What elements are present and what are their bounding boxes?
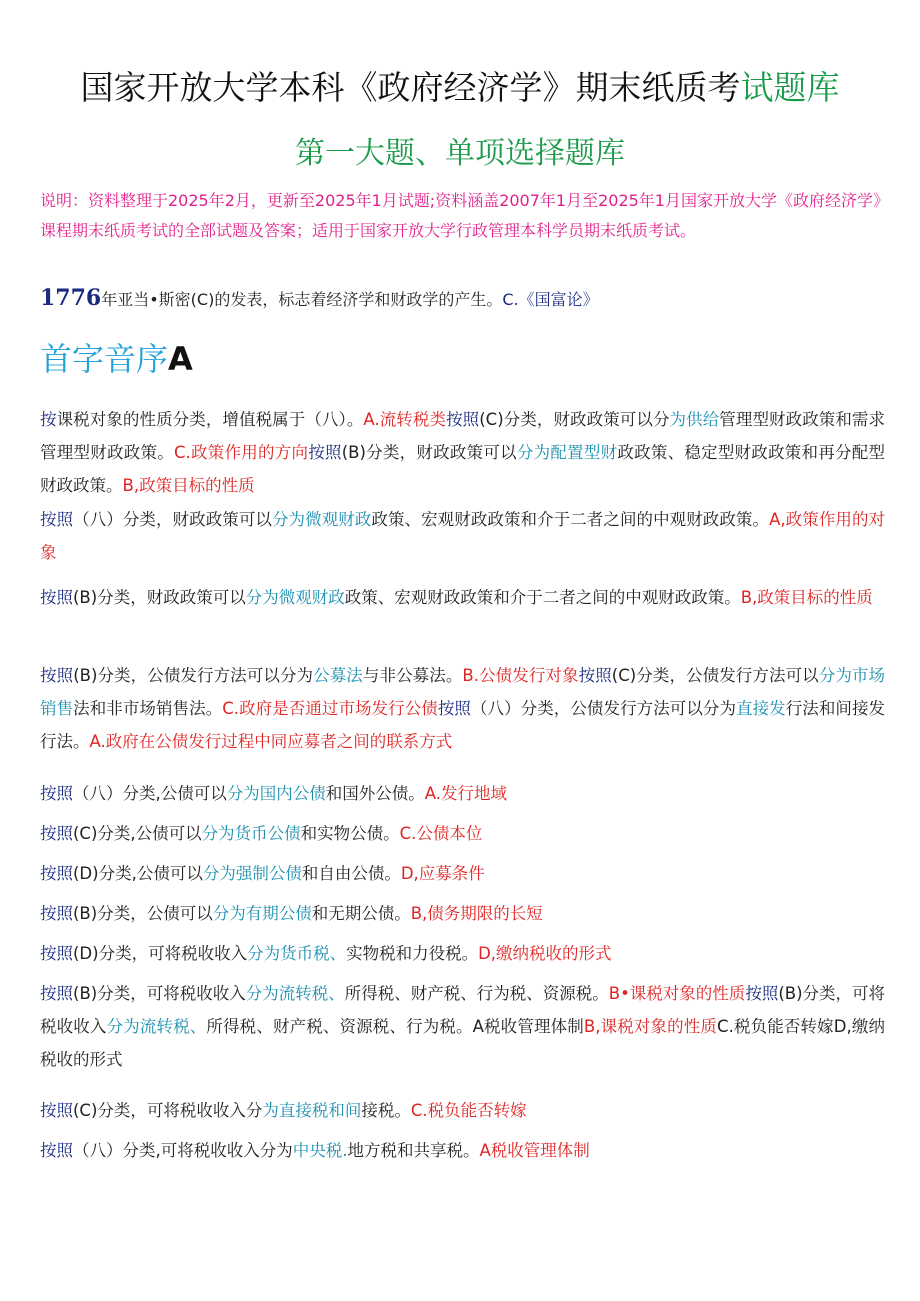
question-text-segment: 和无期公债。 [311, 904, 411, 923]
description-note: 说明：资料整理于2025年2月，更新至2025年1月试题;资料涵盖2007年1月至2025年1月国家开放大学《政府经济学》课程期末纸质考试的全部试题及答案；适用于国家开放大学行政管理本科学员期末纸质考试。 [40, 191, 881, 240]
highlight-segment: 分为配置型财 [516, 443, 618, 462]
keyword-segment: 按照 [40, 864, 73, 883]
question-text-segment: (B)分类，财政政策可以 [341, 443, 517, 462]
question-text-segment: (B)分类，财政政策可以 [73, 588, 246, 607]
answer-segment: D,缴纳税收的形式 [478, 944, 612, 963]
question-text-segment: （八）分类，财政政策可以 [73, 510, 272, 529]
answer-segment: C.税负能否转嫁 [410, 1101, 527, 1120]
question-text-segment: C.税负能否转嫁D,缴纳税收的形式 [40, 1017, 886, 1069]
question-text-segment: (C)分类，公债发行方法可以 [611, 666, 819, 685]
answer-segment: A税收管理体制 [479, 1141, 590, 1160]
answer-segment: C.政府是否通过市场发行公债 [222, 699, 438, 718]
highlight-segment: 为直接税和间 [262, 1101, 362, 1120]
highlight-segment: 为供给 [669, 410, 720, 429]
keyword-segment: 按照 [40, 588, 73, 607]
highlight-segment: 分为有期公债 [212, 904, 312, 923]
highlight-segment: 公募法 [313, 666, 363, 685]
answer-segment: C.公债本位 [399, 824, 483, 843]
title-tail: 试题库 [740, 68, 840, 107]
highlight-segment: 分为货币公债 [201, 824, 301, 843]
highlight-segment: 直接发 [736, 699, 786, 718]
keyword-segment: 按照 [40, 666, 74, 685]
intro-question [40, 283, 885, 315]
question-text-segment: 实物税和力役税。 [346, 944, 479, 963]
question-text-segment: 所得税、财产税、行为税、资源税。 [344, 984, 609, 1003]
qa-item [40, 1094, 885, 1127]
question-text-segment: 法和非市场销售法。 [73, 699, 223, 718]
question-text-segment: 课税对象的性质分类，增值税属于（八）。 [56, 410, 364, 429]
question-text-segment: (C)分类,公债可以 [73, 824, 202, 843]
qa-item [40, 403, 885, 502]
answer-segment: A.发行地域 [424, 784, 507, 803]
question-text-segment: 政策、宏观财政政策和介于二者之间的中观财政政策。 [344, 588, 741, 607]
question-text-segment: 地方税和共享税。 [347, 1141, 480, 1160]
question-text-segment: (D)分类，可将税收收入 [73, 944, 248, 963]
question-text-segment: 和自由公债。 [301, 864, 401, 883]
highlight-segment: 分为流转税、 [106, 1017, 207, 1036]
keyword-segment: 按照 [40, 904, 73, 923]
qa-item [40, 503, 885, 569]
highlight-segment: 分为市场销售 [40, 666, 886, 718]
qa-item [40, 977, 885, 1076]
highlight-segment: 分为微观财政 [245, 588, 345, 607]
question-text-segment: （八）分类，公债发行方法可以分为 [470, 699, 737, 718]
keyword-segment: 按照 [578, 666, 612, 685]
answer-segment: B.公债发行对象 [462, 666, 579, 685]
answer-segment: A.政府在公债发行过程中同应募者之间的联系方式 [89, 732, 453, 751]
question-text-segment: 政政策、稳定型财政政策和再分配型财政政策。 [40, 443, 886, 495]
document-title [0, 62, 920, 109]
keyword-segment: 按照 [745, 984, 779, 1003]
keyword-segment: 按照 [40, 784, 73, 803]
keyword-segment: 按照 [40, 824, 73, 843]
answer-segment: A.流转税类 [363, 410, 447, 429]
qa-item [40, 659, 885, 758]
question-text-segment: (B)分类，可将税收收入 [73, 984, 246, 1003]
keyword-segment: 按照 [437, 699, 471, 718]
keyword-segment: 按 [40, 410, 57, 429]
intro-text: 年亚当•斯密(C)的发表，标志着经济学和财政学的产生。 [101, 290, 503, 309]
qa-item [40, 1134, 885, 1167]
question-text-segment: 所得税、财产税、资源税、行为税。A税收管理体制 [206, 1017, 584, 1036]
question-text-segment: (D)分类,公债可以 [73, 864, 203, 883]
question-text-segment: (C)分类，可将税收收入分 [73, 1101, 263, 1120]
answer-segment: B•课税对象的性质 [608, 984, 746, 1003]
section-subtitle: 第一大题、单项选择题库 [295, 136, 625, 171]
answer-segment: A,政策作用的对象 [40, 510, 886, 562]
answer-segment: B,债务期限的长短 [410, 904, 543, 923]
question-text-segment: 管理型财政政策和需求管理型财政政策。 [40, 410, 886, 462]
title-main: 国家开放大学本科《政府经济学》期末纸质考 [80, 68, 741, 107]
keyword-segment: 按照 [40, 1101, 73, 1120]
qa-item [40, 937, 885, 970]
qa-item [40, 777, 885, 810]
qa-item [40, 857, 885, 890]
answer-segment: C.政策作用的方向 [173, 443, 309, 462]
answer-segment: B,课税对象的性质 [583, 1017, 718, 1036]
highlight-segment: 分为国内公债 [226, 784, 326, 803]
question-text-segment: (B)分类，公债发行方法可以分为 [73, 666, 314, 685]
keyword-segment: 按照 [446, 410, 480, 429]
highlight-segment: 分为强制公债 [202, 864, 302, 883]
highlight-segment: 中央税. [292, 1141, 348, 1160]
keyword-segment: 按照 [308, 443, 342, 462]
question-text-segment: 行法和间接发行法。 [40, 699, 886, 751]
question-text-segment: （八）分类,可将税收收入分为 [73, 1141, 293, 1160]
question-text-segment: 与非公募法。 [362, 666, 463, 685]
pinyin-section-header [40, 334, 193, 380]
question-text-segment: 和国外公债。 [325, 784, 425, 803]
keyword-segment: 按照 [40, 1141, 73, 1160]
answer-segment: D,应募条件 [400, 864, 485, 883]
keyword-segment: 按照 [40, 510, 74, 529]
section-prefix: 首字音序 [40, 340, 169, 378]
answer-segment: B,政策目标的性质 [122, 476, 255, 495]
qa-item [40, 581, 885, 614]
intro-answer: C.《国富论》 [502, 290, 599, 309]
question-text-segment: 政策、宏观财政政策和介于二者之间的中观财政政策。 [371, 510, 770, 529]
question-text-segment: 接税。 [361, 1101, 411, 1120]
highlight-segment: 分为流转税、 [245, 984, 345, 1003]
question-text-segment: (C)分类，财政政策可以分 [479, 410, 670, 429]
answer-segment: B,政策目标的性质 [740, 588, 873, 607]
question-text-segment: 和实物公债。 [300, 824, 400, 843]
section-letter: A [168, 340, 193, 378]
highlight-segment: 分为微观财政 [271, 510, 372, 529]
qa-item [40, 897, 885, 930]
highlight-segment: 分为货币税、 [247, 944, 347, 963]
question-text-segment: （八）分类,公债可以 [73, 784, 227, 803]
keyword-segment: 按照 [40, 984, 74, 1003]
question-text-segment: (B)分类，可将税收收入 [40, 984, 886, 1036]
keyword-segment: 按照 [40, 944, 73, 963]
intro-year: 1776 [40, 285, 102, 311]
question-text-segment: (B)分类，公债可以 [73, 904, 213, 923]
qa-item [40, 817, 885, 850]
